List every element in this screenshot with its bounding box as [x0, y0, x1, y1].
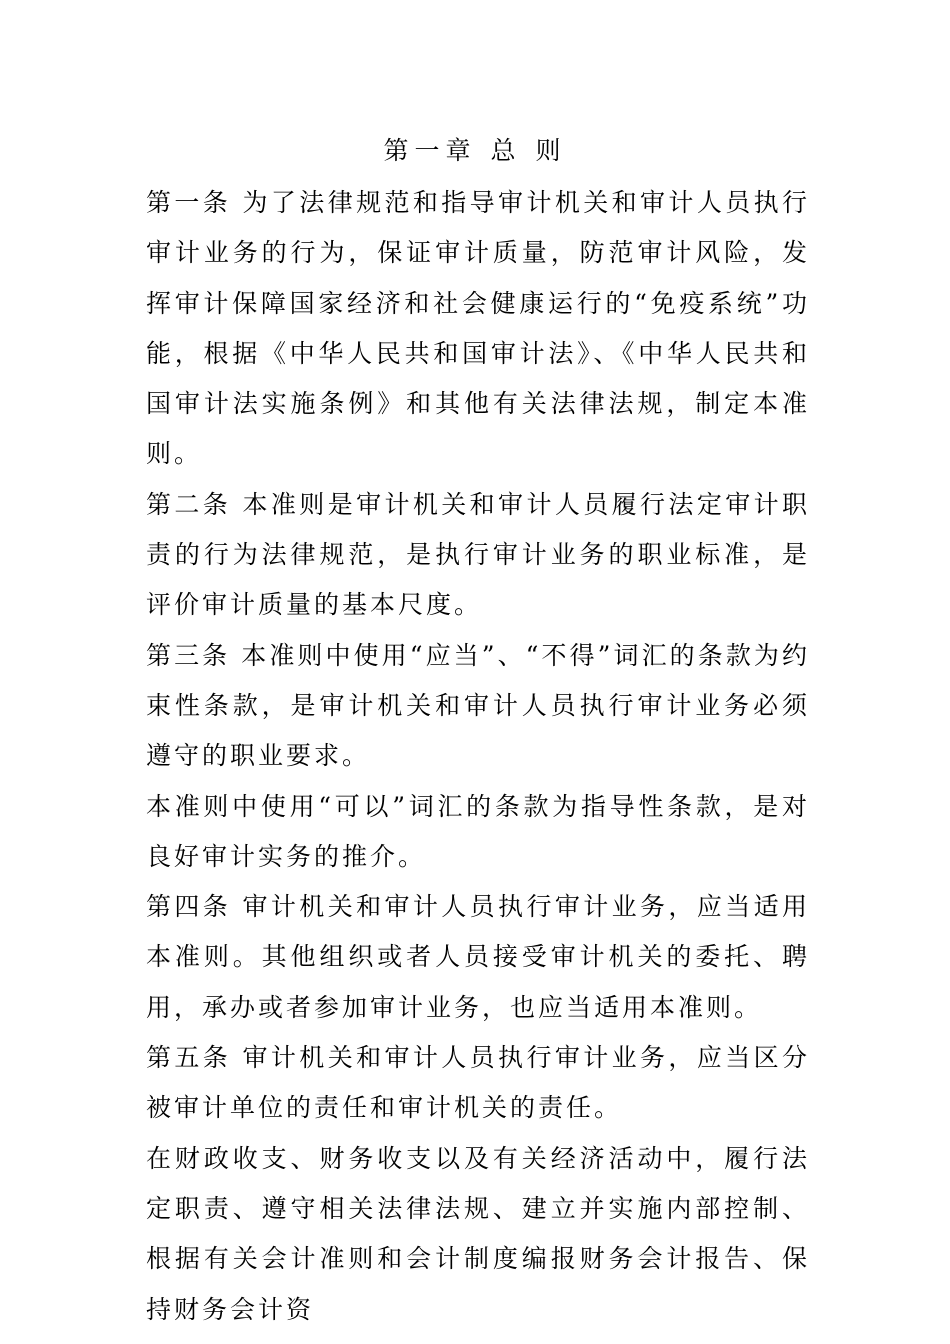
document-body [146, 178, 810, 1335]
article-3-paragraph: 第三条 本准则中使用“应当”、“不得”词汇的条款为约束性条款，是审计机关和审计人员执行审计业务必须遵守的职业要求。 [146, 640, 810, 771]
article-4-paragraph: 第四条 审计机关和审计人员执行审计业务，应当适用本准则。其他组织或者人员接受审计机关的委托、聘用，承办或者参加审计业务，也应当适用本准则。 [146, 892, 810, 1022]
article-1-paragraph: 第一条 为了法律规范和指导审计机关和审计人员执行审计业务的行为，保证审计质量，防范审计风险，发挥审计保障国家经济和社会健康运行的“免疫系统”功能，根据《中华人民共和国审计法》、《中华人民共和国审计法实施条例》和其他有关法律法规，制定本准则。 [146, 188, 810, 469]
chapter-title: 第一章 总 则 [383, 136, 567, 165]
article-2-paragraph: 第二条 本准则是审计机关和审计人员履行法定审计职责的行为法律规范，是执行审计业务的职业标准，是评价审计质量的基本尺度。 [146, 489, 810, 620]
article-5-paragraph: 第五条 审计机关和审计人员执行审计业务，应当区分被审计单位的责任和审计机关的责任。 [146, 1043, 810, 1123]
article-5-continuation-paragraph: 在财政收支、财务收支以及有关经济活动中，履行法定职责、遵守相关法律法规、建立并实施内部控制、根据有关会计准则和会计制度编报财务会计报告、保持财务会计资 [146, 1143, 810, 1324]
article-3-continuation-paragraph: 本准则中使用“可以”词汇的条款为指导性条款，是对良好审计实务的推介。 [146, 791, 810, 871]
